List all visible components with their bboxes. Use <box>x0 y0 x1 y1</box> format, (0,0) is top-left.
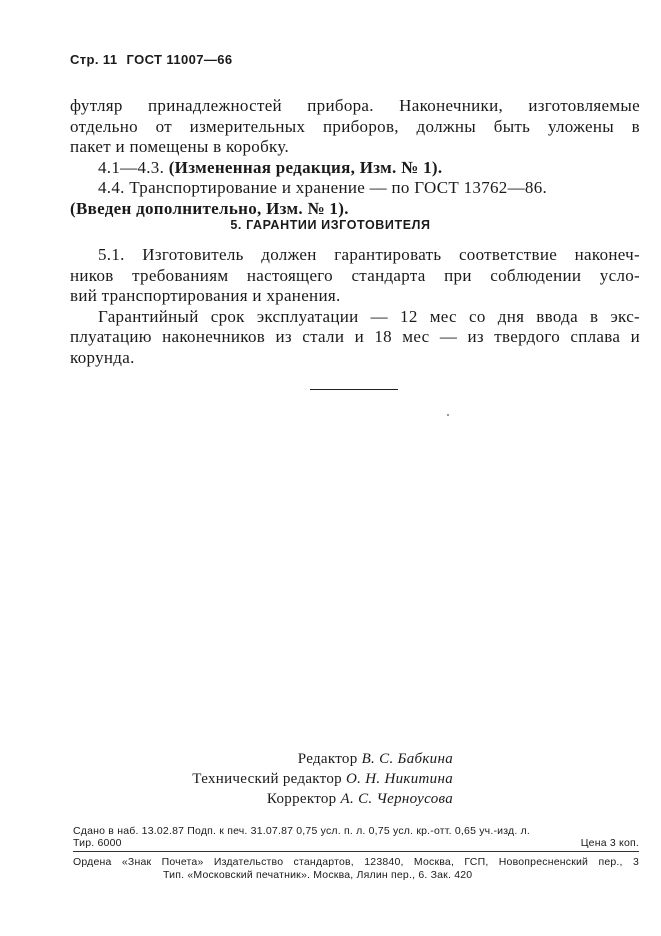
text-line: 5.1. Изготовитель должен гарантировать соответствие наконеч- <box>98 245 640 264</box>
editor-line: Редактор В. С. Бабкина <box>297 751 453 767</box>
text-line: пакет и помещены в коробку. <box>70 137 290 156</box>
paragraph-case-note <box>70 96 640 219</box>
print-speck <box>447 414 449 416</box>
paragraph-4-1-4-3 <box>70 158 640 179</box>
imprint-line-2 <box>73 837 639 849</box>
editors-block <box>192 749 453 809</box>
text-line: Гарантийный срок эксплуатации — 12 мес со дня ввода в экс- <box>98 306 640 326</box>
amendment-note: (Измененная редакция, Изм. № 1). <box>168 157 443 177</box>
clause-number: 4.1—4.3. <box>98 157 165 177</box>
text-line: вий транспортирования и хранения. <box>70 286 341 305</box>
text-line: корунда. <box>70 347 135 367</box>
printer-line: Тип. «Московский печатник». Москва, Лялин пер., 6. Зак. 420 <box>163 869 473 881</box>
end-divider <box>310 389 398 390</box>
paragraph-5-1 <box>70 245 640 368</box>
page-number: Стр. 11 <box>70 52 118 67</box>
imprint-block <box>73 825 639 849</box>
editor-line: Технический редактор О. Н. Никитина <box>192 771 453 787</box>
section-title: 5. ГАРАНТИИ ИЗГОТОВИТЕЛЯ <box>230 218 431 232</box>
text-line: плуатацию наконечников из стали и 18 мес — из твердого сплава и <box>70 327 640 346</box>
page-header <box>70 52 238 67</box>
amendment-note: (Введен дополнительно, Изм. № 1). <box>70 198 349 218</box>
publisher-line: Ордена «Знак Почета» Издательство стандартов, 123840, Москва, ГСП, Новопресненский пер., 3 <box>73 856 639 868</box>
text-line: ников требованиям настоящего стандарта при соблюдении усло- <box>70 265 640 285</box>
price: Цена 3 коп. <box>580 837 639 849</box>
text-line: отдельно от измерительных приборов, должны быть уложены в <box>70 116 640 136</box>
editor-line: Корректор А. С. Черноусова <box>266 791 453 807</box>
paragraph-4-4: 4.4. Транспортирование и хранение — по ГОСТ 13762—86. <box>98 178 548 197</box>
publisher-footer <box>73 856 639 882</box>
imprint-line: Сдано в наб. 13.02.87 Подп. к печ. 31.07.87 0,75 усл. п. л. 0,75 усл. кр.-отт. 0,65 уч.-изд. л. <box>73 825 531 837</box>
text-line: футляр принадлежностей прибора. Наконечники, изготовляемые <box>70 96 640 115</box>
standard-number: ГОСТ 11007—66 <box>126 52 233 67</box>
circulation: Тир. 6000 <box>73 837 122 849</box>
footer-rule <box>73 851 639 852</box>
